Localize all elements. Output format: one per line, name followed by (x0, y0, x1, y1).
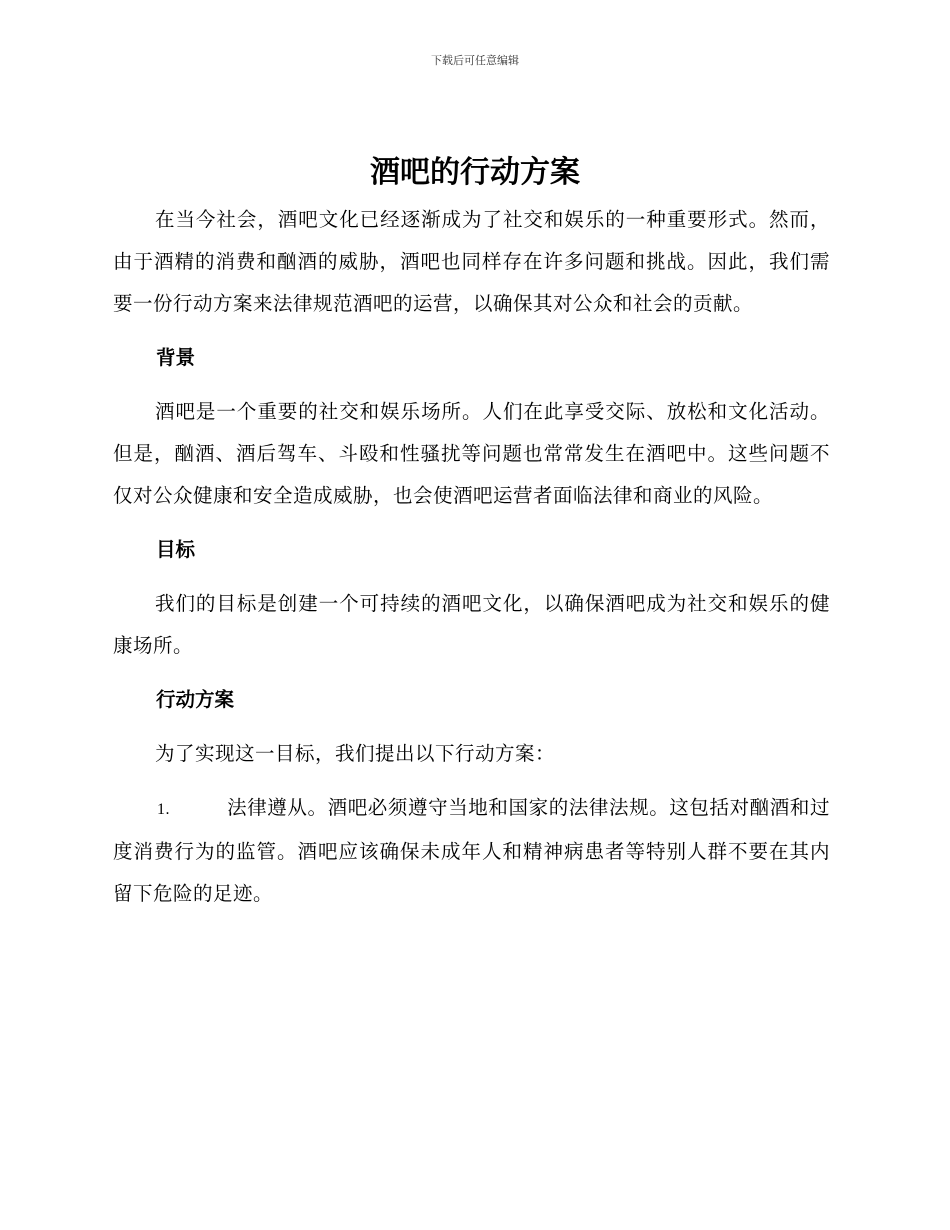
section-heading-background: 背景 (156, 346, 196, 369)
section-paragraph-goal: 我们的目标是创建一个可持续的酒吧文化，以确保酒吧成为社交和娱乐的健康场所。 (113, 592, 830, 657)
list-item (113, 787, 830, 915)
document-body (113, 199, 830, 915)
list-item-text: 法律遵从。酒吧必须遵守当地和国家的法律法规。这包括对酗酒和过度消费行为的监管。酒吧应该确保未成年人和精神病患者等特别人群不要在其内留下危险的足迹。 (113, 796, 830, 905)
section-heading-action-plan: 行动方案 (156, 688, 235, 711)
document-title: 酒吧的行动方案 (370, 155, 580, 190)
header-note: 下载后可任意编辑 (431, 54, 519, 67)
section-heading-goal: 目标 (156, 538, 196, 561)
intro-paragraph: 在当今社会，酒吧文化已经逐渐成为了社交和娱乐的一种重要形式。然而，由于酒精的消费和酗酒的威胁，酒吧也同样存在许多问题和挑战。因此，我们需要一份行动方案来法律规范酒吧的运营，以确保其对公众和社会的贡献。 (113, 208, 830, 315)
section-paragraph-action-plan: 为了实现这一目标，我们提出以下行动方案： (155, 742, 556, 765)
section-paragraph-background: 酒吧是一个重要的社交和娱乐场所。人们在此享受交际、放松和文化活动。但是，酗酒、酒后驾车、斗殴和性骚扰等问题也常常发生在酒吧中。这些问题不仅对公众健康和安全造成威胁，也会使酒吧运营者面临法律和商业的风险。 (113, 400, 830, 507)
list-item-number: 1. (157, 801, 170, 818)
